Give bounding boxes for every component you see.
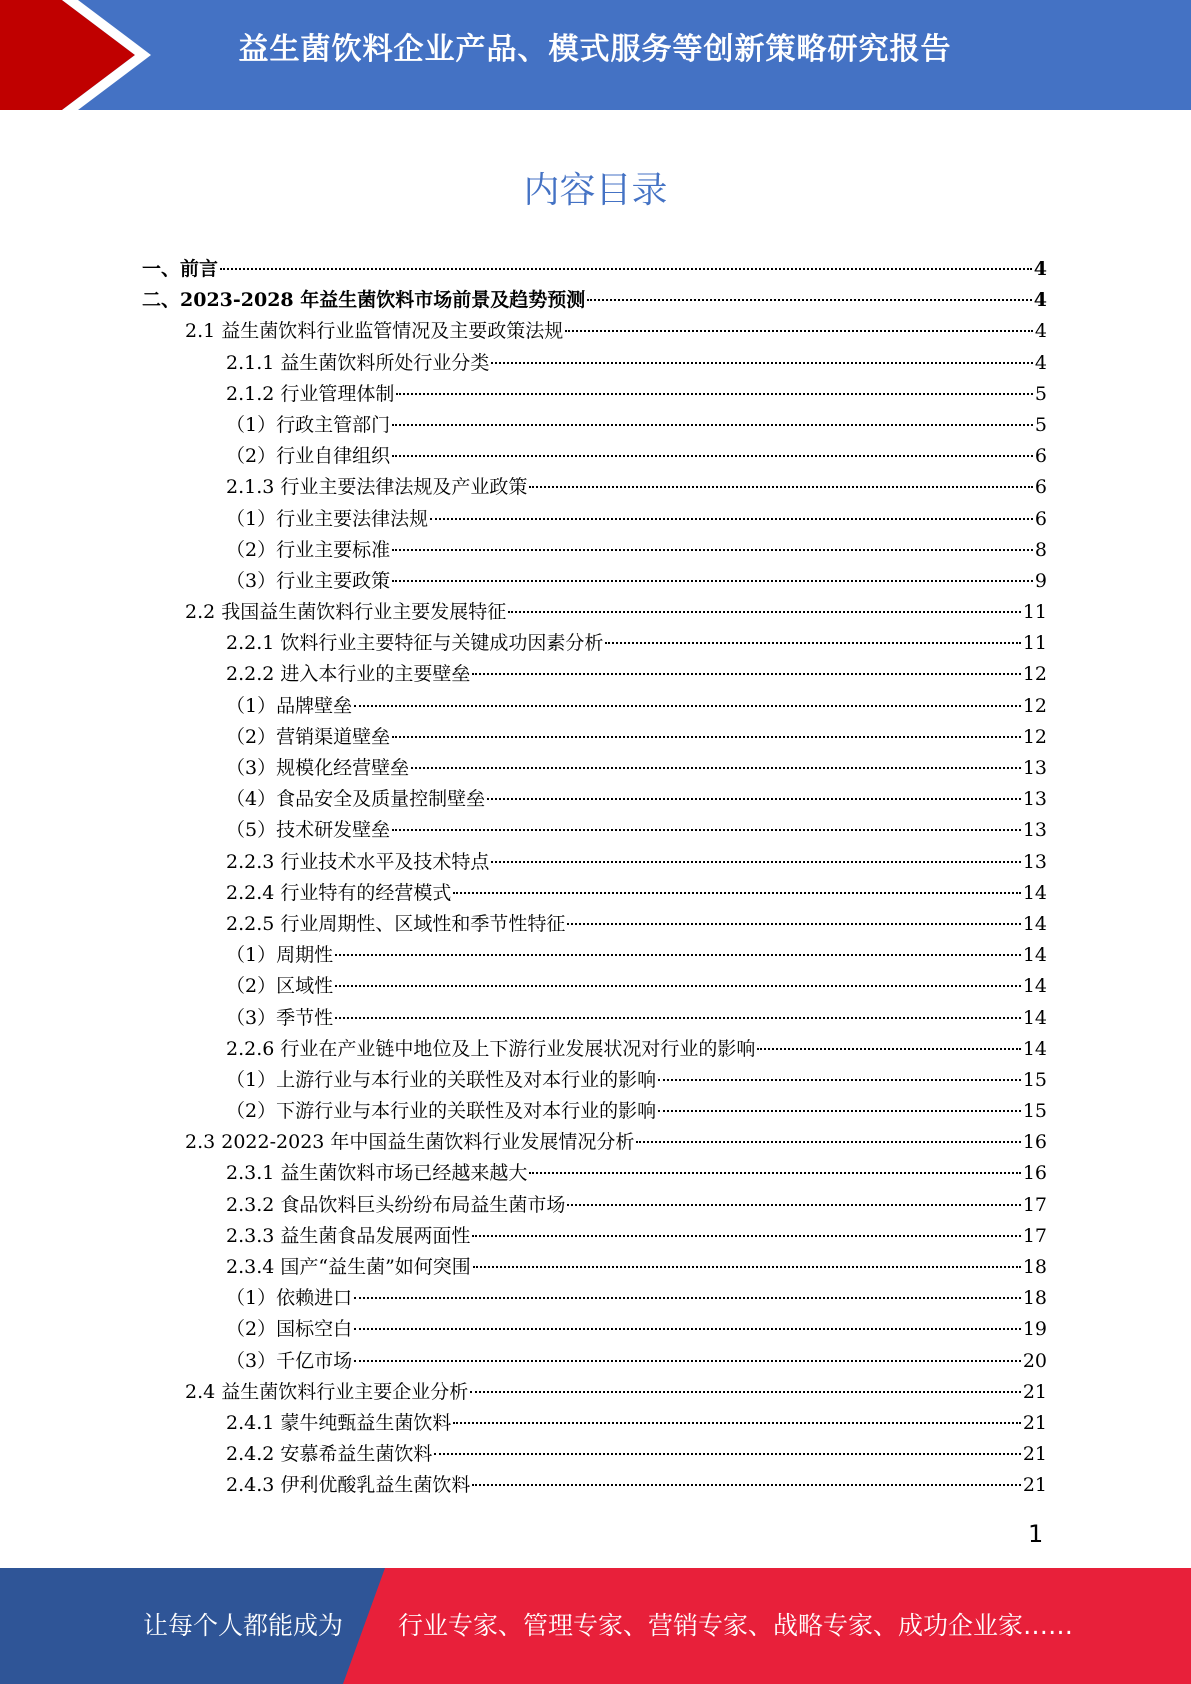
toc-entry-label: 二、2023-2028 年益生菌饮料市场前景及趋势预测 (142, 289, 586, 312)
toc-dot-leader (453, 1422, 1020, 1424)
toc-entry-page: 13 (1022, 819, 1047, 842)
toc-entry[interactable] (142, 1221, 1047, 1252)
toc-entry[interactable] (142, 1408, 1047, 1439)
toc-dot-leader (335, 1017, 1021, 1019)
toc-entry-label: 2.2.2 进入本行业的主要壁垒 (226, 663, 471, 686)
toc-dot-leader (567, 1204, 1020, 1206)
toc-entry-page: 12 (1022, 694, 1047, 717)
toc-entry-label: （3）千亿市场 (226, 1349, 353, 1372)
toc-dot-leader (392, 424, 1033, 426)
report-header (0, 0, 1191, 110)
report-title: 益生菌饮料企业产品、模式服务等创新策略研究报告 (238, 32, 952, 67)
toc-dot-leader (491, 861, 1020, 863)
toc-dot-leader (411, 767, 1021, 769)
toc-dot-leader (354, 1360, 1021, 1362)
toc-entry-page: 6 (1034, 445, 1047, 468)
toc-entry-page: 15 (1022, 1100, 1047, 1123)
toc-dot-leader (757, 1048, 1020, 1050)
toc-entry[interactable] (142, 441, 1047, 472)
toc-entry-label: （2）营销渠道壁垒 (226, 725, 391, 748)
toc-entry-label: 2.4.1 蒙牛纯甄益生菌饮料 (226, 1411, 452, 1434)
toc-dot-leader (529, 486, 1033, 488)
toc-entry[interactable] (142, 535, 1047, 566)
toc-entry[interactable] (142, 722, 1047, 753)
footer-slogan-left: 让每个人都能成为 (143, 1611, 344, 1640)
toc-entry[interactable] (142, 285, 1047, 316)
toc-entry[interactable] (142, 1034, 1047, 1065)
toc-entry-label: 2.3.1 益生菌饮料市场已经越来越大 (226, 1162, 528, 1185)
toc-entry[interactable] (142, 1439, 1047, 1470)
toc-entry[interactable] (142, 566, 1047, 597)
toc-entry[interactable] (142, 784, 1047, 815)
toc-dot-leader (354, 1328, 1021, 1330)
toc-dot-leader (392, 549, 1033, 551)
toc-dot-leader (472, 673, 1020, 675)
toc-entry-label: （3）行业主要政策 (226, 569, 391, 592)
toc-entry-page: 17 (1022, 1224, 1047, 1247)
toc-entry-label: 2.2.4 行业特有的经营模式 (226, 881, 452, 904)
toc-entry-page: 8 (1034, 538, 1047, 561)
toc-entry-page: 21 (1022, 1411, 1047, 1434)
toc-dot-leader (392, 455, 1033, 457)
toc-entry-page: 6 (1034, 476, 1047, 499)
toc-entry[interactable] (142, 1252, 1047, 1283)
table-of-contents (142, 254, 1047, 1502)
toc-entry[interactable] (142, 410, 1047, 441)
toc-entry-page: 18 (1022, 1287, 1047, 1310)
toc-entry[interactable] (142, 1377, 1047, 1408)
toc-entry-label: （1）品牌壁垒 (226, 694, 353, 717)
toc-entry-page: 5 (1034, 413, 1047, 436)
toc-entry[interactable] (142, 316, 1047, 347)
toc-entry-page: 17 (1022, 1193, 1047, 1216)
toc-entry-label: （2）下游行业与本行业的关联性及对本行业的影响 (226, 1100, 657, 1123)
toc-entry[interactable] (142, 379, 1047, 410)
toc-entry[interactable] (142, 1314, 1047, 1345)
toc-entry-page: 20 (1022, 1349, 1047, 1372)
toc-dot-leader (565, 330, 1033, 332)
toc-entry-page: 14 (1022, 944, 1047, 967)
toc-dot-leader (354, 705, 1021, 707)
toc-entry-label: 2.3.4 国产“益生菌”如何突围 (226, 1256, 471, 1278)
toc-dot-leader (354, 1297, 1021, 1299)
toc-dot-leader (472, 1235, 1020, 1237)
toc-entry[interactable] (142, 691, 1047, 722)
toc-entry[interactable] (142, 1283, 1047, 1314)
toc-entry[interactable] (142, 847, 1047, 878)
toc-dot-leader (491, 362, 1033, 364)
toc-entry-label: （2）区域性 (226, 975, 334, 998)
toc-entry-label: 2.3.2 食品饮料巨头纷纷布局益生菌市场 (226, 1193, 566, 1216)
toc-dot-leader (473, 1266, 1021, 1268)
toc-entry[interactable] (142, 504, 1047, 535)
toc-entry-page: 4 (1034, 351, 1047, 374)
toc-entry-page: 14 (1022, 881, 1047, 904)
toc-dot-leader (487, 798, 1021, 800)
toc-entry-page: 11 (1022, 601, 1047, 624)
toc-entry-page: 16 (1022, 1162, 1047, 1185)
toc-entry[interactable] (142, 1346, 1047, 1377)
toc-dot-leader (392, 580, 1033, 582)
toc-dot-leader (529, 1172, 1020, 1174)
toc-dot-leader (472, 1484, 1020, 1486)
toc-entry-page: 14 (1022, 912, 1047, 935)
toc-entry-label: （3）规模化经营壁垒 (226, 757, 410, 779)
toc-entry-label: （2）国标空白 (226, 1318, 353, 1341)
toc-entry-page: 13 (1022, 757, 1047, 779)
toc-entry-page: 12 (1022, 663, 1047, 686)
toc-entry-label: 2.1.1 益生菌饮料所处行业分类 (226, 351, 490, 374)
toc-entry-label: 2.2.1 饮料行业主要特征与关键成功因素分析 (226, 632, 604, 655)
toc-entry-label: 2.1.2 行业管理体制 (226, 382, 395, 405)
toc-entry-label: （5）技术研发壁垒 (226, 819, 391, 842)
toc-dot-leader (392, 736, 1021, 738)
toc-entry-label: 2.3.3 益生菌食品发展两面性 (226, 1224, 471, 1247)
toc-entry-page: 9 (1034, 569, 1047, 592)
toc-entry-page: 4 (1033, 289, 1047, 312)
toc-dot-leader (335, 954, 1021, 956)
toc-entry-page: 15 (1022, 1068, 1047, 1091)
toc-entry[interactable] (142, 1470, 1047, 1501)
toc-entry-label: 2.2.5 行业周期性、区域性和季节性特征 (226, 912, 566, 935)
toc-entry[interactable] (142, 909, 1047, 940)
toc-entry-page: 14 (1022, 975, 1047, 998)
toc-entry-label: （4）食品安全及质量控制壁垒 (226, 788, 486, 811)
toc-entry[interactable] (142, 1096, 1047, 1127)
toc-entry-label: （1）上游行业与本行业的关联性及对本行业的影响 (226, 1068, 657, 1091)
toc-entry-label: 2.4 益生菌饮料行业主要企业分析 (185, 1380, 469, 1403)
toc-dot-leader (658, 1110, 1021, 1112)
toc-entry-label: （2）行业自律组织 (226, 445, 391, 468)
toc-dot-leader (605, 642, 1020, 644)
toc-dot-leader (430, 518, 1033, 520)
toc-dot-leader (470, 1391, 1021, 1393)
toc-entry[interactable] (142, 1127, 1047, 1158)
toc-entry[interactable] (142, 659, 1047, 690)
toc-entry-label: （1）行业主要法律法规 (226, 507, 429, 530)
toc-entry[interactable] (142, 254, 1047, 285)
toc-entry-label: 2.2.3 行业技术水平及技术特点 (226, 850, 490, 873)
toc-entry-label: 2.1 益生菌饮料行业监管情况及主要政策法规 (185, 320, 564, 343)
toc-entry-label: 2.3 2022-2023 年中国益生菌饮料行业发展情况分析 (185, 1131, 635, 1154)
toc-entry-label: （2）行业主要标准 (226, 538, 391, 561)
toc-entry-page: 13 (1022, 850, 1047, 873)
toc-entry-page: 21 (1022, 1443, 1047, 1466)
page-number: 1 (1028, 1520, 1044, 1548)
toc-entry-label: 2.4.3 伊利优酸乳益生菌饮料 (226, 1474, 471, 1497)
toc-dot-leader (220, 268, 1032, 270)
toc-dot-leader (636, 1141, 1020, 1143)
toc-dot-leader (567, 923, 1020, 925)
toc-entry-page: 6 (1034, 507, 1047, 530)
toc-entry-page: 4 (1033, 258, 1047, 280)
toc-entry-label: 2.2.6 行业在产业链中地位及上下游行业发展状况对行业的影响 (226, 1037, 756, 1060)
toc-entry[interactable] (142, 753, 1047, 784)
toc-entry[interactable] (142, 1190, 1047, 1221)
toc-entry-page: 4 (1034, 320, 1047, 343)
toc-entry-label: （1）依赖进口 (226, 1287, 353, 1310)
toc-entry-page: 13 (1022, 788, 1047, 811)
toc-dot-leader (508, 611, 1021, 613)
toc-entry-label: （1）行政主管部门 (226, 413, 391, 436)
toc-heading: 内容目录 (523, 170, 668, 211)
toc-entry[interactable] (142, 472, 1047, 503)
toc-entry[interactable] (142, 1158, 1047, 1189)
toc-dot-leader (658, 1079, 1021, 1081)
footer-slogan-right: 行业专家、管理专家、营销专家、战略专家、成功企业家…… (398, 1611, 1074, 1640)
toc-entry-label: 2.4.2 安慕希益生菌饮料 (226, 1443, 433, 1466)
toc-entry-label: （1）周期性 (226, 944, 334, 967)
toc-entry-label: 2.2 我国益生菌饮料行业主要发展特征 (185, 601, 507, 624)
toc-entry-page: 18 (1022, 1256, 1047, 1278)
toc-dot-leader (434, 1453, 1020, 1455)
toc-entry-label: （3）季节性 (226, 1006, 334, 1029)
toc-entry[interactable] (142, 971, 1047, 1002)
toc-entry-label: 2.1.3 行业主要法律法规及产业政策 (226, 476, 528, 499)
toc-entry-page: 5 (1034, 382, 1047, 405)
toc-dot-leader (396, 393, 1033, 395)
header-chevron-graphic (0, 0, 160, 110)
toc-dot-leader (587, 299, 1032, 301)
toc-entry[interactable] (142, 348, 1047, 379)
toc-entry-page: 14 (1022, 1006, 1047, 1029)
toc-entry-page: 16 (1022, 1131, 1047, 1154)
toc-dot-leader (453, 892, 1020, 894)
toc-entry-label: 一、前言 (142, 258, 219, 280)
toc-entry[interactable] (142, 1065, 1047, 1096)
toc-entry[interactable] (142, 940, 1047, 971)
toc-entry-page: 12 (1022, 725, 1047, 748)
report-footer (0, 1568, 1191, 1684)
toc-entry-page: 14 (1022, 1037, 1047, 1060)
toc-entry-page: 19 (1022, 1318, 1047, 1341)
toc-dot-leader (392, 829, 1021, 831)
toc-dot-leader (335, 985, 1021, 987)
toc-entry-page: 11 (1022, 632, 1047, 655)
toc-entry[interactable] (142, 878, 1047, 909)
toc-entry[interactable] (142, 815, 1047, 846)
toc-entry[interactable] (142, 1003, 1047, 1034)
toc-entry-page: 21 (1022, 1380, 1047, 1403)
toc-entry-page: 21 (1022, 1474, 1047, 1497)
toc-entry[interactable] (142, 597, 1047, 628)
toc-entry[interactable] (142, 628, 1047, 659)
